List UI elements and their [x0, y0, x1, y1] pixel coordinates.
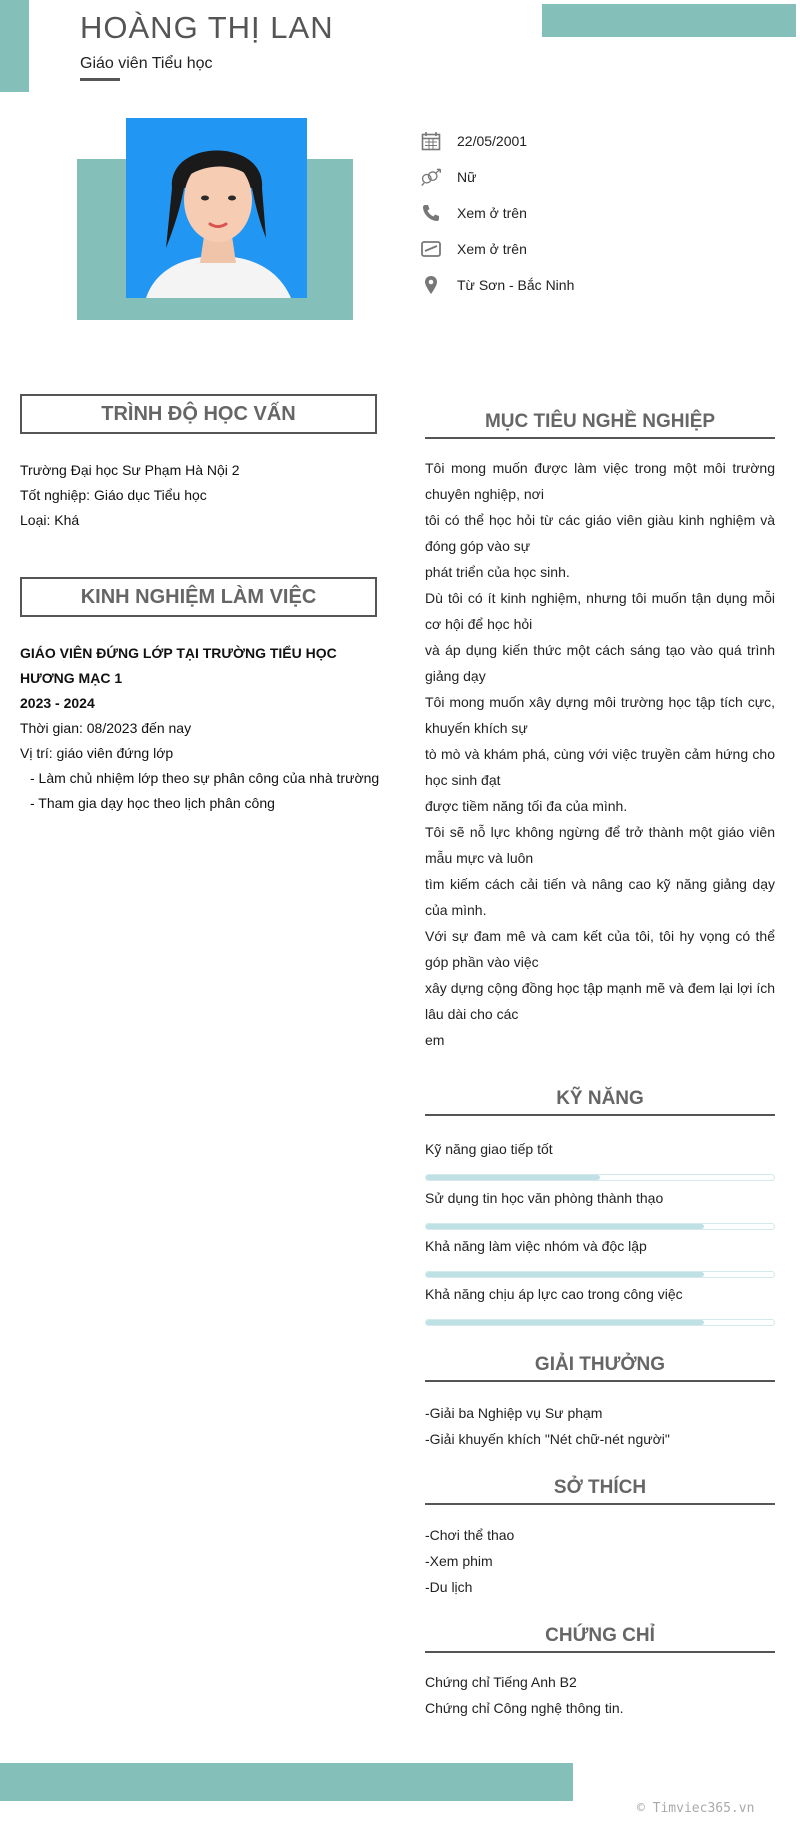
skill-bar	[425, 1271, 775, 1278]
objective-line: Tôi sẽ nỗ lực không ngừng để trở thành một giáo viên mẫu mực và luôn	[425, 824, 775, 866]
certificates-heading: CHỨNG CHỈ	[425, 1625, 775, 1653]
experience-job-name: GIÁO VIÊN ĐỨNG LỚP TẠI TRƯỜNG TIỂU HỌC HƯƠNG MẠC 1	[20, 645, 337, 686]
candidate-name: HOÀNG THỊ LAN	[80, 10, 334, 45]
info-gender	[420, 165, 476, 189]
experience-section	[20, 641, 380, 816]
objective-heading: MỤC TIÊU NGHỀ NGHIỆP	[425, 411, 775, 439]
skill-bar-fill	[426, 1224, 704, 1229]
skill-bar	[425, 1319, 775, 1326]
phone-icon	[420, 202, 442, 224]
award-item: -Giải ba Nghiệp vụ Sư phạm	[425, 1405, 603, 1421]
awards-heading: GIẢI THƯỞNG	[425, 1354, 775, 1382]
email-icon	[420, 238, 442, 260]
award-item: -Giải khuyến khích "Nét chữ-nét người"	[425, 1431, 670, 1447]
experience-period: 2023 - 2024	[20, 695, 95, 711]
info-email	[420, 237, 527, 261]
skill-item	[425, 1284, 775, 1326]
objective-line: tìm kiếm cách cải tiến và nâng cao kỹ năng giảng dạy của mình.	[425, 876, 775, 918]
skill-label: Kỹ năng giao tiếp tốt	[425, 1141, 553, 1157]
education-grade: Loại: Khá	[20, 512, 80, 528]
experience-duty: - Làm chủ nhiệm lớp theo sự phân công của nhà trường	[30, 770, 380, 786]
watermark: © Timviec365.vn	[637, 1801, 755, 1816]
email-text: Xem ở trên	[457, 241, 527, 257]
skills-heading: KỸ NĂNG	[425, 1088, 775, 1116]
education-section	[20, 458, 380, 533]
experience-position: Vị trí: giáo viên đứng lớp	[20, 745, 174, 761]
location-pin-icon	[420, 274, 442, 296]
education-major: Tốt nghiệp: Giáo dục Tiểu học	[20, 487, 207, 503]
candidate-job-title: Giáo viên Tiểu học	[80, 55, 213, 72]
objective-line: phát triển của học sinh.	[425, 564, 570, 580]
objective-line: Tôi mong muốn được làm việc trong một môi trường chuyên nghiệp, nơi	[425, 460, 775, 502]
birthdate-text: 22/05/2001	[457, 133, 528, 149]
objective-line: em	[425, 1032, 445, 1048]
skill-item	[425, 1139, 775, 1181]
education-school: Trường Đại học Sư Phạm Hà Nội 2	[20, 462, 240, 478]
info-address	[420, 273, 574, 297]
phone-text: Xem ở trên	[457, 205, 527, 221]
certificate-item: Chứng chỉ Tiếng Anh B2	[425, 1674, 577, 1690]
skill-label: Sử dụng tin học văn phòng thành thạo	[425, 1190, 664, 1206]
experience-heading: KINH NGHIỆM LÀM VIỆC	[20, 577, 377, 617]
gender-icon	[420, 166, 442, 188]
skill-item	[425, 1188, 775, 1230]
accent-bar-top-left	[0, 0, 29, 92]
objective-line: Dù tôi có ít kinh nghiệm, nhưng tôi muốn tận dụng mỗi cơ hội để học hỏi	[425, 590, 775, 632]
objective-line: tôi có thể học hỏi từ các giáo viên giàu kinh nghiệm và đóng góp vào sự	[425, 512, 775, 554]
objective-text	[425, 455, 775, 1053]
experience-duty: - Tham gia dạy học theo lịch phân công	[30, 795, 275, 811]
objective-line: xây dựng cộng đồng học tập mạnh mẽ và đem lại lợi ích lâu dài cho các	[425, 980, 775, 1022]
hobby-item: -Chơi thể thao	[425, 1527, 515, 1543]
info-birthdate	[420, 129, 527, 153]
skill-bar-fill	[426, 1175, 600, 1180]
hobby-item: -Du lịch	[425, 1579, 473, 1595]
objective-line: tò mò và khám phá, cùng với việc truyền cảm hứng cho học sinh đạt	[425, 746, 775, 788]
hobbies-list	[425, 1522, 775, 1600]
objective-line: và áp dụng kiến thức một cách sáng tạo vào quá trình giảng dạy	[425, 642, 775, 684]
calendar-icon	[420, 130, 442, 152]
skill-bar	[425, 1174, 775, 1181]
gender-text: Nữ	[457, 169, 477, 185]
accent-bar-bottom	[0, 1763, 573, 1801]
profile-photo	[126, 118, 307, 298]
hobby-item: -Xem phim	[425, 1553, 493, 1569]
title-underline	[80, 78, 120, 81]
objective-line: Tôi mong muốn xây dựng môi trường học tập tích cực, khuyến khích sự	[425, 694, 775, 736]
certificates-list	[425, 1669, 775, 1721]
skill-bar-fill	[426, 1272, 704, 1277]
objective-line: được tiềm năng tối đa của mình.	[425, 798, 628, 814]
skill-bar-fill	[426, 1320, 704, 1325]
skill-label: Khả năng làm việc nhóm và độc lập	[425, 1238, 647, 1254]
skill-item	[425, 1236, 775, 1278]
info-phone	[420, 201, 527, 225]
awards-list	[425, 1400, 775, 1452]
address-text: Từ Sơn - Bắc Ninh	[457, 277, 575, 293]
skill-label: Khả năng chịu áp lực cao trong công việc	[425, 1286, 683, 1302]
certificate-item: Chứng chỉ Công nghệ thông tin.	[425, 1700, 624, 1716]
portrait-illustration	[126, 118, 307, 298]
experience-time: Thời gian: 08/2023 đến nay	[20, 720, 192, 736]
accent-bar-top-right	[542, 4, 796, 37]
skill-bar	[425, 1223, 775, 1230]
objective-line: Với sự đam mê và cam kết của tôi, tôi hy vọng có thể góp phần vào việc	[425, 928, 775, 970]
education-heading: TRÌNH ĐỘ HỌC VẤN	[20, 394, 377, 434]
hobbies-heading: SỞ THÍCH	[425, 1477, 775, 1505]
